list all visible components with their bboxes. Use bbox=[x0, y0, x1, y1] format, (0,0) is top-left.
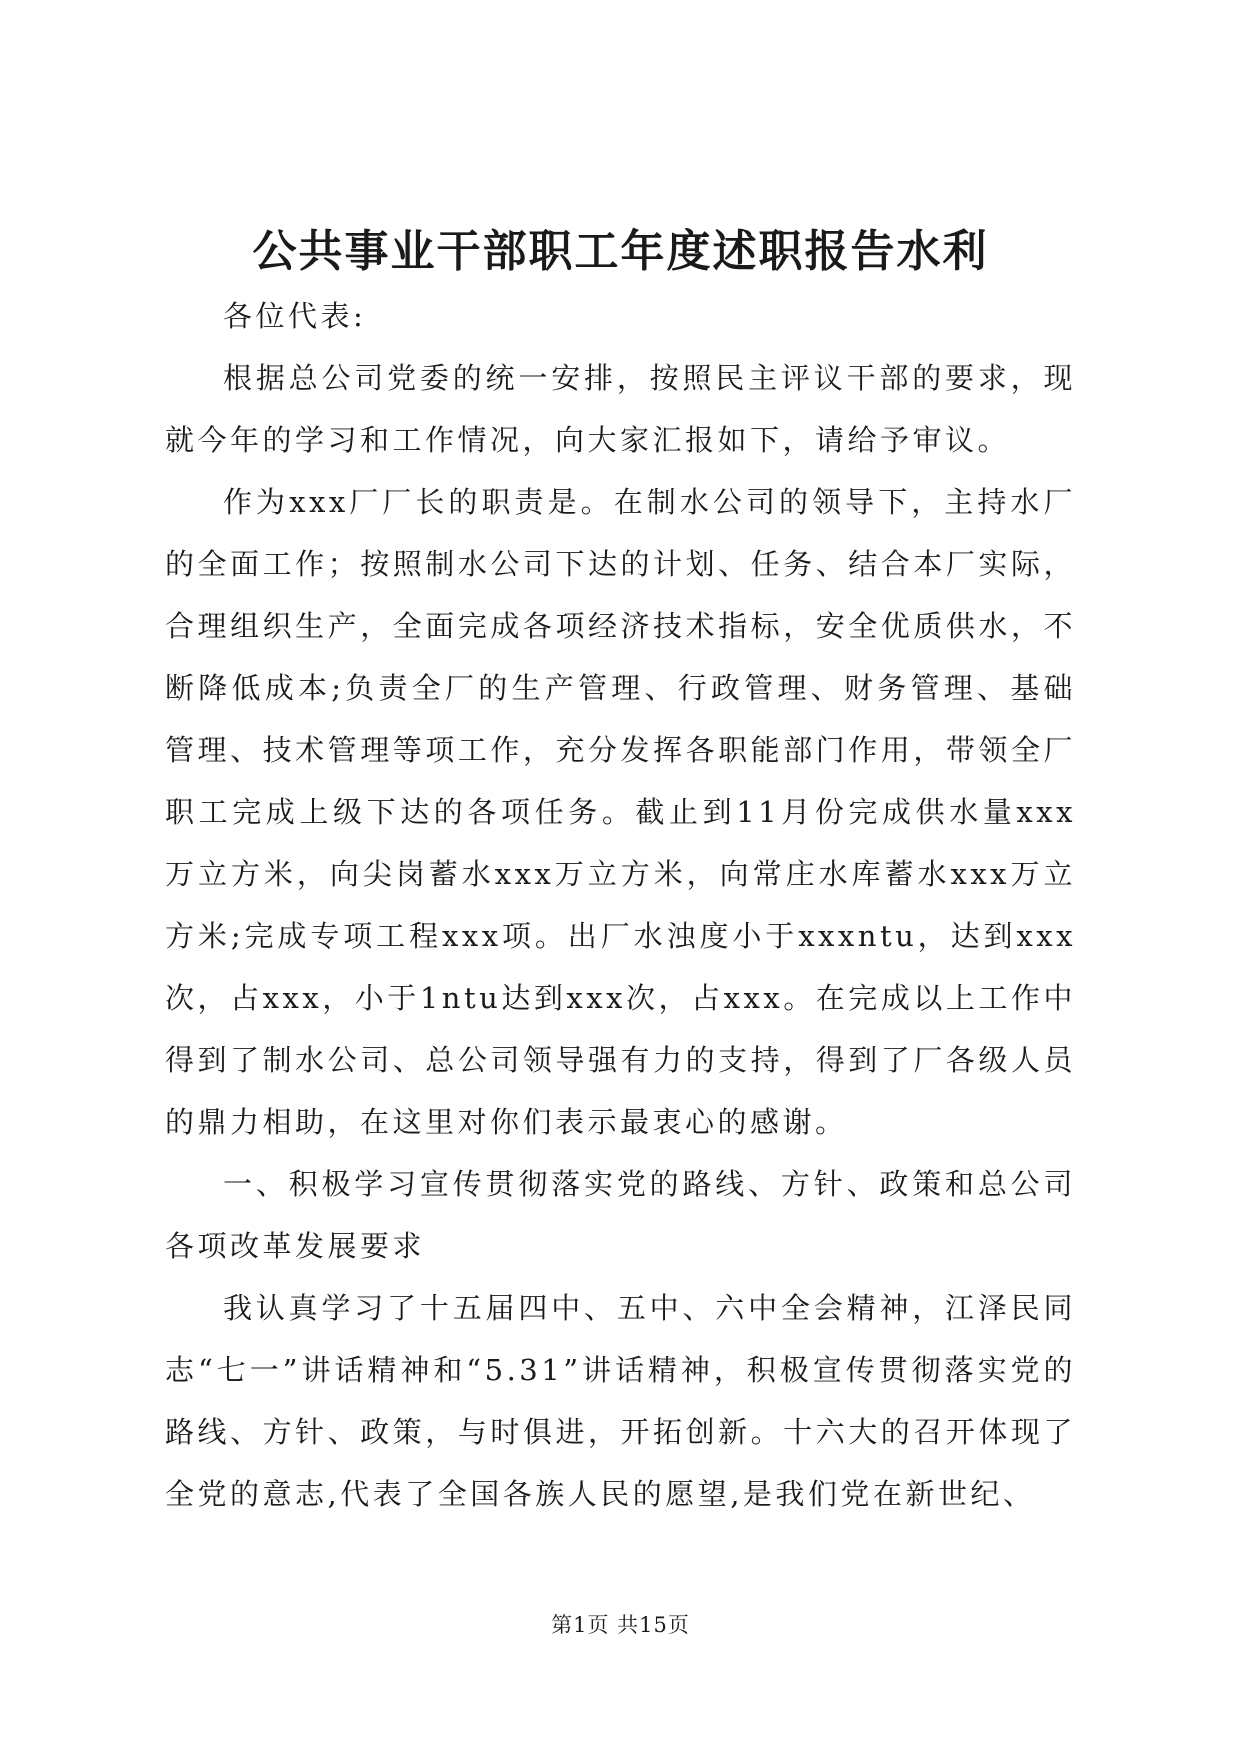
section-heading-1: 一、积极学习宣传贯彻落实党的路线、方针、政策和总公司各项改革发展要求 bbox=[165, 1167, 1076, 1263]
paragraph-study: 我认真学习了十五届四中、五中、六中全会精神，江泽民同志“七一”讲话精神和“5.31”讲话精神，积极宣传贯彻落实党的路线、方针、政策，与时俱进，开拓创新。十六大的召开体现了全党的意志,代表了全国各族人民的愿望,是我们党在新世纪、 bbox=[165, 1291, 1076, 1511]
paragraph-intro: 根据总公司党委的统一安排，按照民主评议干部的要求，现就今年的学习和工作情况，向大家汇报如下，请给予审议。 bbox=[165, 361, 1076, 457]
document-body bbox=[165, 285, 1076, 1525]
salutation: 各位代表: bbox=[223, 299, 367, 333]
document-title: 公共事业干部职工年度述职报告水利 bbox=[252, 226, 989, 277]
page-number-footer: 第1页 共15页 bbox=[551, 1613, 690, 1637]
paragraph-duties: 作为xxx厂厂长的职责是。在制水公司的领导下，主持水厂的全面工作；按照制水公司下达的计划、任务、结合本厂实际，合理组织生产，全面完成各项经济技术指标，安全优质供水，不断降低成本;负责全厂的生产管理、行政管理、财务管理、基础管理、技术管理等项工作，充分发挥各职能部门作用，带领全厂职工完成上级下达的各项任务。截止到11月份完成供水量xxx万立方米，向尖岗蓄水xxx万立方米，向常庄水库蓄水xxx万立方米;完成专项工程xxx项。出厂水浊度小于xxxntu，达到xxx次，占xxx，小于1ntu达到xxx次，占xxx。在完成以上工作中得到了制水公司、总公司领导强有力的支持，得到了厂各级人员的鼎力相助，在这里对你们表示最衷心的感谢。 bbox=[165, 485, 1076, 1139]
